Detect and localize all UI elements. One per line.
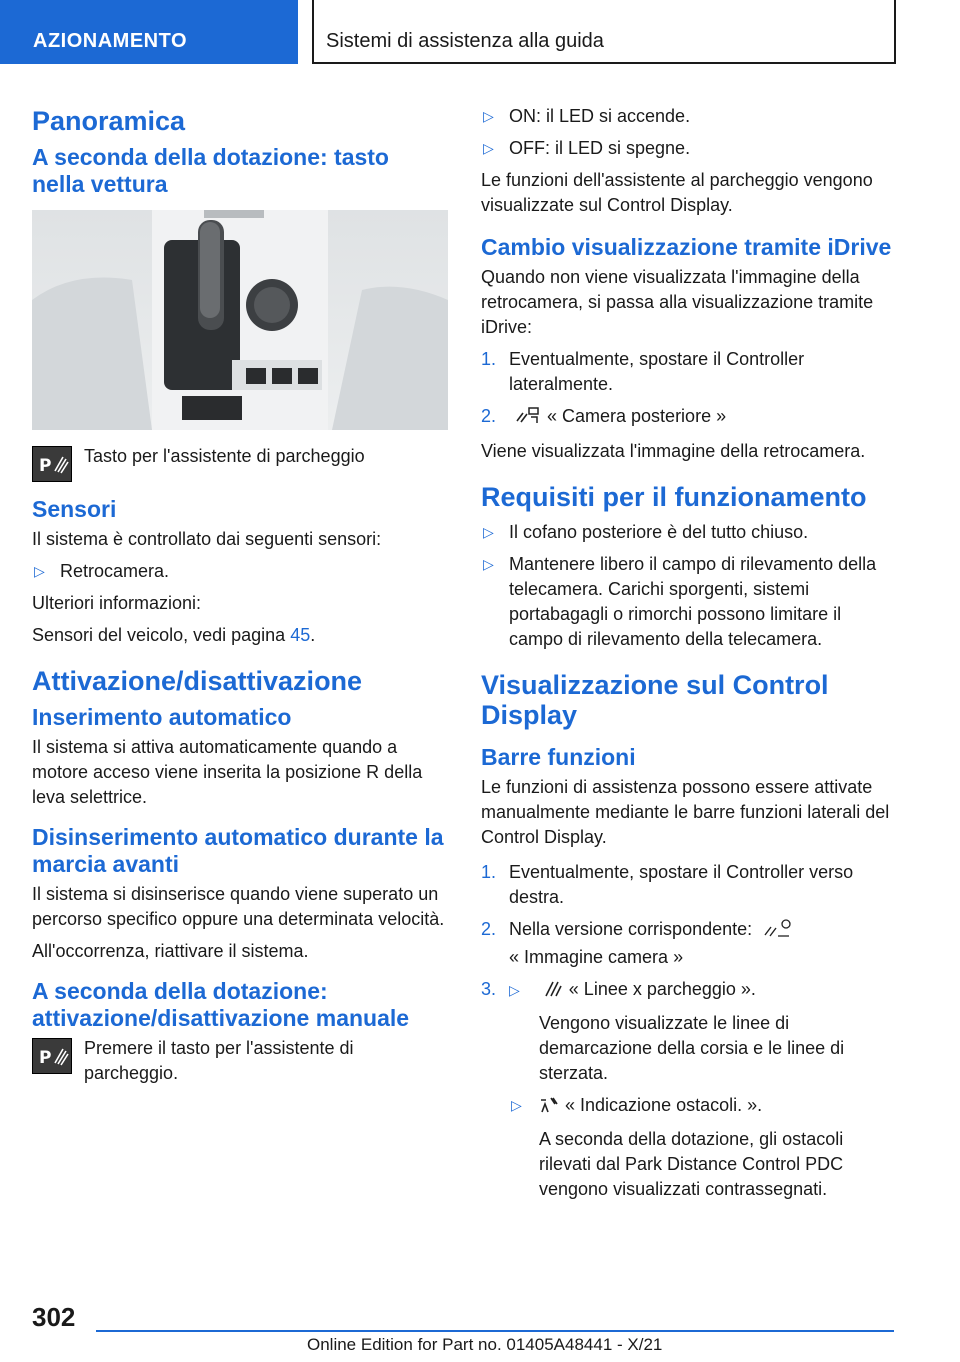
auto-on-text: Il sistema si attiva automaticamente quando a motore acceso viene inserita la posizione R della leva selettrice. bbox=[32, 737, 423, 807]
gear-selector-illustration bbox=[32, 210, 448, 430]
triangle-bullet-icon: ▷ bbox=[483, 556, 494, 572]
led-text: Le funzioni dell'assistente al parcheggio vengono visualizzate sul Control Display. bbox=[481, 170, 873, 215]
sensors-reference: Sensori del veicolo, vedi pagina 45. bbox=[32, 625, 316, 645]
park-assist-button-icon bbox=[32, 1038, 72, 1074]
page-link[interactable]: 45 bbox=[290, 625, 311, 645]
triangle-bullet-icon: ▷ bbox=[509, 982, 520, 998]
heading-manual: A seconda della dotazione: attivazione/disattivazione manuale bbox=[32, 978, 410, 1031]
rear-camera-icon bbox=[515, 405, 541, 432]
heading-function-bars: Barre funzioni bbox=[481, 744, 636, 770]
chapter-tab: AZIONAMENTO bbox=[0, 0, 298, 64]
triangle-bullet-icon: ▷ bbox=[34, 563, 45, 579]
function-bars-text: Le funzioni di assistenza possono essere attivate manualmente mediante le barre funzioni laterali del Control Display. bbox=[481, 777, 890, 847]
heading-button-in-vehicle: A seconda della dotazione: tasto nella vettura bbox=[32, 144, 389, 197]
heading-auto-on: Inserimento automatico bbox=[32, 704, 292, 730]
list-item: 1. Eventualmente, spostare il Controller lateralmente. bbox=[481, 349, 805, 394]
svg-text:P: P bbox=[39, 456, 52, 476]
list-item: ▷ OFF: il LED si spegne. bbox=[481, 136, 897, 161]
list-item: ▷ Mantenere libero il campo di rilevamento della telecamera. Carichi sporgenti, sistemi portabagagli o rimorchi possono limitare il campo di rilevamento della telecamera. bbox=[483, 554, 877, 649]
auto-off-text: Il sistema si disinserisce quando viene superato un percorso specifico oppure una determinata velocità. bbox=[32, 884, 445, 929]
manual-text: Premere il tasto per l'assistente di parcheggio. bbox=[84, 1038, 354, 1083]
list-item: ▷ ON: il LED si accende. bbox=[481, 104, 897, 129]
parking-lines-icon bbox=[543, 978, 563, 1005]
list-item: ▷ Retrocamera. bbox=[32, 559, 448, 584]
heading-activation: Attivazione/disattivazione bbox=[32, 666, 363, 696]
heading-overview: Panoramica bbox=[32, 106, 186, 136]
triangle-bullet-icon: ▷ bbox=[483, 140, 494, 156]
section-title: Sistemi di assistenza alla guida bbox=[312, 0, 896, 64]
idrive-text: Quando non viene visualizzata l'immagine della retrocamera, si passa alla visualizzazione tramite iDrive: bbox=[481, 267, 874, 337]
sensors-text: Il sistema è controllato dai seguenti sensori: bbox=[32, 529, 382, 549]
list-item: ▷ Il cofano posteriore è del tutto chiuso. bbox=[481, 520, 897, 545]
list-item: ▷ « Indicazione ostacoli. ». A seconda della dotazione, gli ostacoli rilevati dal Park Distance Control PDC vengono visualizzati contrassegnati. bbox=[481, 1093, 897, 1202]
obstacle-indicator-icon bbox=[539, 1094, 559, 1121]
heading-auto-off: Disinserimento automatico durante la marcia avanti bbox=[32, 824, 444, 877]
button-caption: Tasto per l'assistente di parcheggio bbox=[84, 446, 365, 466]
camera-settings-icon bbox=[763, 918, 793, 945]
parking-lines-description: Vengono visualizzate le linee di demarcazione della corsia e le linee di sterzata. bbox=[539, 1013, 845, 1083]
manual-row bbox=[32, 1036, 448, 1086]
triangle-bullet-icon: ▷ bbox=[483, 108, 494, 124]
heading-idrive: Cambio visualizzazione tramite iDrive bbox=[481, 234, 892, 260]
list-item: 2. Nella versione corrispondente: « Immagine camera » bbox=[481, 917, 897, 970]
heading-control-display: Visualizzazione sul Control Display bbox=[481, 670, 829, 730]
idrive-result: Viene visualizzata l'immagine della retrocamera. bbox=[481, 441, 866, 461]
button-caption-row bbox=[32, 444, 448, 484]
gear-selector-photo bbox=[32, 210, 448, 430]
page-number: 302 bbox=[32, 1302, 76, 1332]
list-item: 3. ▷ « Linee x parcheggio ». Vengono visualizzate le linee di demarcazione della corsia e le linee di sterzata. bbox=[481, 977, 897, 1086]
obstacle-indicator-description: A seconda della dotazione, gli ostacoli rilevati dal Park Distance Control PDC vengono visualizzati contrassegnati. bbox=[539, 1129, 844, 1199]
more-info-label: Ulteriori informazioni: bbox=[32, 593, 202, 613]
right-column bbox=[481, 104, 897, 1209]
auto-off-text2: All'occorrenza, riattivare il sistema. bbox=[32, 941, 309, 961]
heading-sensors: Sensori bbox=[32, 496, 117, 522]
list-item: 2. « Camera posteriore » bbox=[481, 404, 897, 432]
park-assist-button-icon bbox=[32, 446, 72, 482]
list-item: 1. Eventualmente, spostare il Controller verso destra. bbox=[481, 862, 854, 907]
left-column bbox=[32, 96, 448, 1098]
triangle-bullet-icon: ▷ bbox=[483, 524, 494, 540]
heading-requirements: Requisiti per il funzionamento bbox=[481, 482, 867, 512]
edition-info: Online Edition for Part no. 01405A48441 - X/21 bbox=[307, 1335, 663, 1354]
footer-divider bbox=[96, 1330, 894, 1332]
svg-text:P: P bbox=[39, 1048, 52, 1068]
triangle-bullet-icon: ▷ bbox=[511, 1097, 522, 1113]
